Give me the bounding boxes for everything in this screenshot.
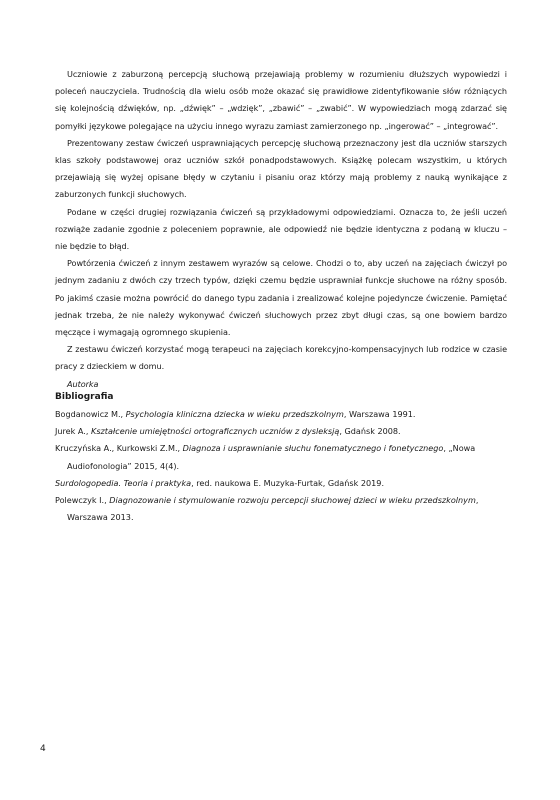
intro-text xyxy=(55,66,507,393)
bibliography-entry: Surdologopedia. Teoria i praktyka, red. naukowa E. Muzyka-Furtak, Gdańsk 2019. xyxy=(55,477,385,488)
bibliography-entry: Bogdanowicz M., Psychologia kliniczna dziecka w wieku przedszkolnym, Warszawa 1991. xyxy=(55,409,416,419)
bibliography-list xyxy=(55,406,507,526)
page-number: 4 xyxy=(40,744,46,754)
bibliography-entry: Polewczyk I., Diagnozowanie i stymulowanie rozwoju percepcji słuchowej dzieci w wieku przedszkolnym, Warszawa 2013. xyxy=(55,495,479,523)
bibliography-entry: Jurek A., Kształcenie umiejętności ortograficznych uczniów z dysleksją, Gdańsk 2008. xyxy=(55,426,401,437)
bibliography-section xyxy=(55,388,507,526)
bibliography-heading: Bibliografia xyxy=(55,392,114,402)
paragraph: Podane w części drugiej rozwiązania ćwiczeń są przykładowymi odpowiedziami. Oznacza to, że jeśli uczeń rozwiąże zadanie zgodnie z poleceniem poprawnie, ale odpowiedź nie będzie identyczna z podaną w kluczu – nie będzie to błąd. xyxy=(55,206,507,252)
paragraph: Uczniowie z zaburzoną percepcją słuchową przejawiają problemy w rozumieniu dłuższych wypowiedzi i poleceń nauczyciela. Trudnością dla wielu osób może okazać się prawidłowe zidentyfikowanie słów różniących się kolejnością dźwięków, np. „dźwięk” – „wdzięk”, „zbawić” – „zwabić”. W wypowiedziach mogą zdarzać się pomyłki językowe polegające na użyciu innego wyrazu zamiast zamierzonego np. „ingerować” – „integrować”. xyxy=(55,69,507,131)
paragraph: Powtórzenia ćwiczeń z innym zestawem wyrazów są celowe. Chodzi o to, aby uczeń na zajęciach ćwiczył po jednym zadaniu z dwóch czy trzech typów, dzięki czemu będzie usprawniał funkcje słuchowe na różny sposób. Po jakimś czasie można powrócić do danego typu zadania i zrealizować kolejne pojedyncze ćwiczenie. Pamiętać jednak trzeba, że nie należy wykonywać ćwiczeń słuchowych przez zbyt długi czas, są one bowiem bardzo męczące i wymagają ogromnego skupienia. xyxy=(55,258,507,338)
paragraph: Z zestawu ćwiczeń korzystać mogą terapeuci na zajęciach korekcyjno-kompensacyjnych lub rodzice w czasie pracy z dzieckiem w domu. xyxy=(55,344,507,372)
author-signature: Autorka xyxy=(67,378,99,389)
paragraph: Prezentowany zestaw ćwiczeń usprawniających percepcję słuchową przeznaczony jest dla uczniów starszych klas szkoły podstawowej oraz uczniów szkół ponadpodstawowych. Książkę polecam wszystkim, u których przejawiają się wyżej opisane błędy w czytaniu i pisaniu oraz którzy mają problemy z nauką wynikające z zaburzonych funkcji słuchowych. xyxy=(55,137,507,200)
bibliography-entry: Kruczyńska A., Kurkowski Z.M., Diagnoza i usprawnianie słuchu fonematycznego i fonetycznego, „Nowa Audiofonologia” 2015, 4(4). xyxy=(55,443,476,471)
